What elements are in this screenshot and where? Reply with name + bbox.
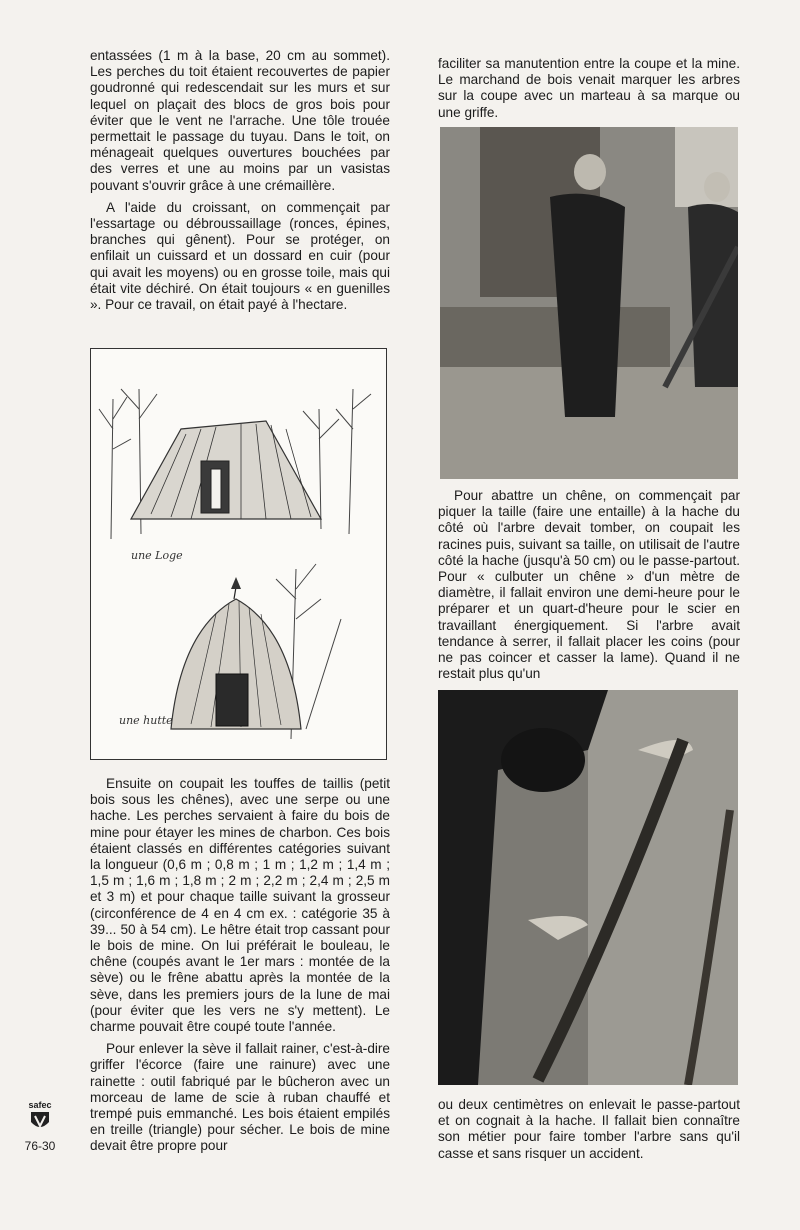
bark-stripping-photo	[438, 690, 738, 1085]
paragraph: Pour abattre un chêne, on commençait par piquer la taille (faire une entaille) à la hache du côté où l'arbre devait tomber, on coupait les racines puis, suivant sa taille, on utilisait de l'autre côté la hache (jusqu'à 50 cm) ou le passe-partout. Pour « culbuter un chêne » d'un mètre de diamètre, il fallait environ une demi-heure pour le préparer et un quart-d'heure pour le scier en travaillant énergiquement. Si l'arbre avait tendance à serrer, il fallait placer les coins (pour ne pas coincer et casser la lame). Quand il ne restait plus qu'un	[438, 488, 740, 682]
right-column-top	[438, 56, 740, 127]
right-column-bottom	[438, 1097, 740, 1168]
woodcutters-photo	[440, 127, 738, 479]
left-column-top	[90, 48, 390, 319]
paragraph: faciliter sa manutention entre la coupe et la mine. Le marchand de bois venait marquer les arbres sur la coupe avec un marteau à sa marque ou une griffe.	[438, 56, 740, 120]
publisher-logo-text: safec	[28, 1100, 52, 1110]
publisher-logo-icon	[29, 1110, 51, 1132]
hut-sketch-figure	[90, 348, 387, 760]
left-column-bottom	[90, 776, 390, 1161]
paragraph: Ensuite on coupait les touffes de taillis (petit bois sous les chênes), avec une serpe ou une hache. Les perches servaient à faire du bois de mine pour étayer les mines de charbon. Ces bois étaient classés en différentes catégories suivant la longueur (0,6 m ; 0,8 m ; 1 m ; 1,2 m ; 1,4 m ; 1,5 m ; 1,6 m ; 1,8 m ; 2 m ; 2,2 m ; 2,4 m ; 2,5 m et 3 m) et pour chaque taille suivant la grosseur (circonférence de 4 en 4 cm ex. : catégorie 35 à 39... 50 à 54 cm). Le hêtre était trop cassant pour le bois de mine. On lui préférait le bouleau, le chêne (coupés avant le 1er mars : montée de la sève) ou le frêne abattu après la montée de la sève, dans les premiers jours de la lune de mai (pour éviter que les vers ne s'y mettent). Le charme pouvait être coupé toute l'année.	[90, 776, 390, 1035]
publisher-mark	[20, 1100, 60, 1153]
label-loge: une Loge	[131, 549, 183, 562]
paragraph: ou deux centimètres on enlevait le passe-partout et on cognait à la hache. Il fallait bien connaître son métier pour faire tomber l'arbre sans qu'il casse et sans risquer un accident.	[438, 1097, 740, 1161]
paragraph: A l'aide du croissant, on commençait par l'essartage ou débroussaillage (ronces, épines, branches qui gênent). Pour se protéger, on enfilait un cuissard et un dossard en cuir (pour qui avait les moyens) ou en grosse toile, mais qui était vite déchiré. On était toujours « en guenilles ». Pour ce travail, on était payé à l'hectare.	[90, 199, 390, 313]
hut-sketch-drawing	[91, 349, 386, 759]
woodcutters-photo-drawing	[440, 127, 738, 479]
label-hutte: une hutte	[119, 714, 173, 727]
page-number: 76-30	[24, 1139, 56, 1153]
paragraph: Pour enlever la sève il fallait rainer, c'est-à-dire griffer l'écorce (faire une rainure) avec une rainette : outil fabriqué par le bûcheron avec un morceau de lame de scie à ruban chauffé et trempé puis emmanché. Les bois étaient empilés en treille (triangle) pour sécher. Le bois de mine devait être propre pour	[90, 1041, 390, 1154]
right-column-middle	[438, 488, 740, 688]
paragraph: entassées (1 m à la base, 20 cm au sommet). Les perches du toit étaient recouvertes de papier goudronné qui redescendait sur les murs et sur lequel on plaçait des blocs de gros bois pour éviter que le vent ne l'arrache. Une tôle trouée permettait le passage du tuyau. Dans le toit, on ménageait quelques ouvertures bouchées par des verres et une au moins par un vasistas pouvant s'ouvrir grâce à une crémaillère.	[90, 48, 390, 193]
bark-stripping-photo-drawing	[438, 690, 738, 1085]
